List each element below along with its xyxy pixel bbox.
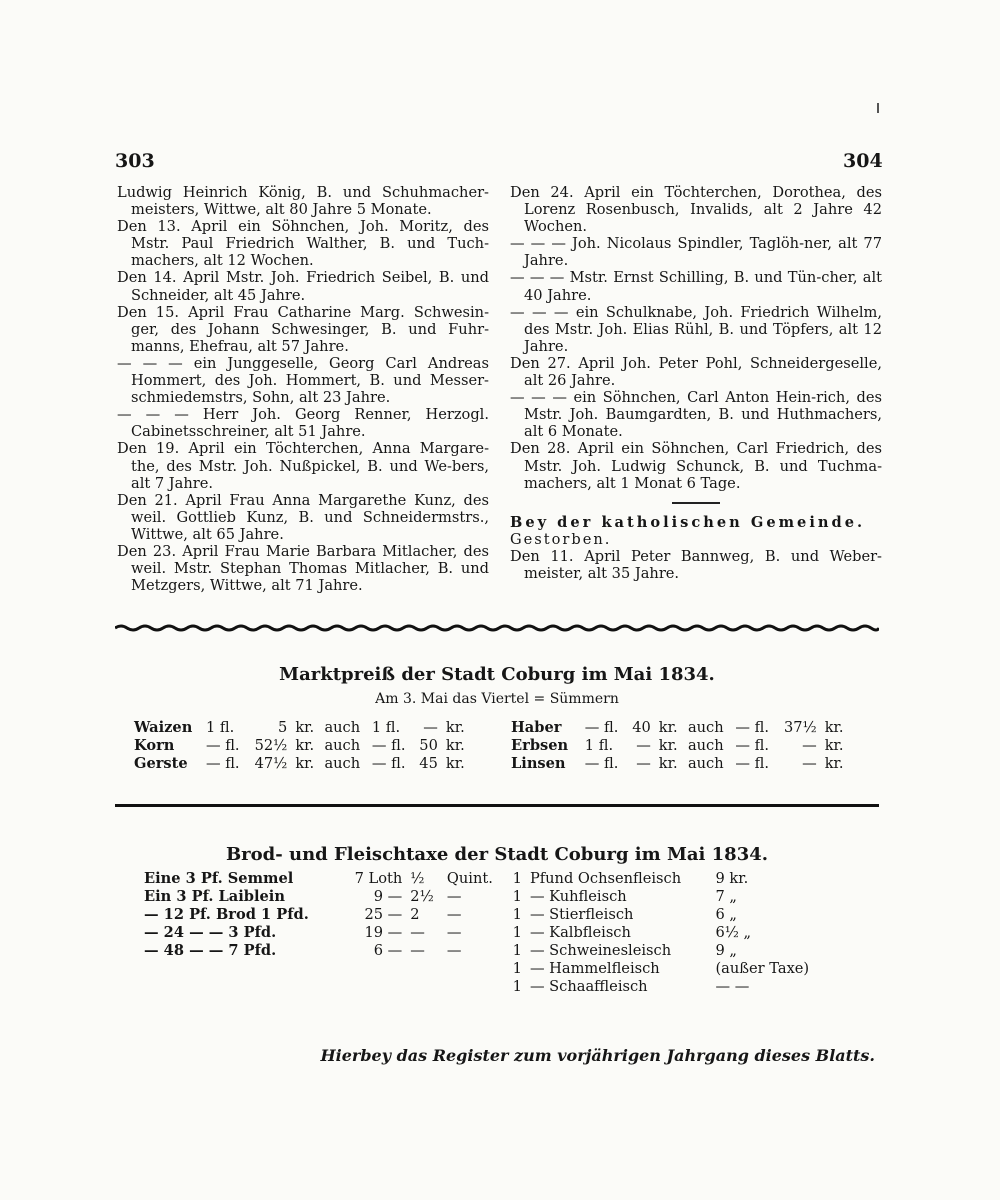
death-entry: Den 24. April ein Töchterchen, Dorothea, des Lorenz Rosenbusch, Invalids, alt 2 Jahre 42 Wochen. xyxy=(510,184,882,236)
taxe-cell-meat: — Schaaffleisch xyxy=(529,977,648,995)
market-cell-c2: kr. xyxy=(658,718,678,736)
market-cell-e: — fl. xyxy=(371,754,406,772)
market-cell-item: Korn xyxy=(134,736,175,754)
market-cell-d: auch xyxy=(324,736,361,754)
death-entry: Ludwig Heinrich König, B. und Schuhmacher-meisters, Wittwe, alt 80 Jahre 5 Monate. xyxy=(117,184,489,219)
market-cell-b2: 40 xyxy=(632,718,651,736)
market-cell-f: 50 xyxy=(419,736,438,754)
taxe-row xyxy=(140,941,830,959)
market-title: Marktpreiß der Stadt Coburg im Mai 1834. xyxy=(279,664,715,685)
taxe-cell-left: Eine 3 Pf. Semmel xyxy=(144,869,294,887)
taxe-cell-w1 xyxy=(341,977,406,995)
taxe-cell-n: 1 xyxy=(512,941,522,959)
death-entry: — — — ein Junggeselle, Georg Carl Andreas Hommert, des Joh. Hommert, B. und Messer-schmiedemstrs, Sohn, alt 23 Jahre. xyxy=(117,354,489,407)
market-cell-b2: — xyxy=(636,754,651,772)
taxe-cell-w2: ½ xyxy=(410,869,425,887)
right-entries xyxy=(510,184,882,492)
taxe-cell-n: 1 xyxy=(512,905,522,923)
market-cell-e: — fl. xyxy=(371,736,406,754)
market-cell-a2: — fl. xyxy=(584,718,619,736)
market-cell-b2: — xyxy=(636,736,651,754)
market-cell-d2: auch xyxy=(687,718,724,736)
market-cell-g: kr. xyxy=(445,754,465,772)
taxe-cell-w2: 2½ xyxy=(410,887,434,905)
death-entry: — — — Joh. Nicolaus Spindler, Taglöh-ner, alt 77 Jahre. xyxy=(510,235,882,270)
market-cell-f2: — xyxy=(802,736,817,754)
market-cell-g2: kr. xyxy=(824,718,844,736)
catholic-entries xyxy=(510,548,882,582)
taxe-cell-price: 6 „ xyxy=(715,905,737,923)
section-rule xyxy=(115,804,879,807)
death-entry: — — — ein Schulknabe, Joh. Friedrich Wilhelm, des Mstr. Joh. Elias Rühl, B. und Töpfers, alt 12 Jahre. xyxy=(510,303,882,355)
taxe-cell-left: Ein 3 Pf. Laiblein xyxy=(144,887,285,905)
wavy-rule xyxy=(115,624,879,632)
market-price-table xyxy=(130,718,850,772)
taxe-cell-meat: — Stierfleisch xyxy=(529,905,634,923)
market-cell-d2: auch xyxy=(687,736,724,754)
taxe-cell-n: 1 xyxy=(512,887,522,905)
taxe-title: Brod- und Fleischtaxe der Stadt Coburg im Mai 1834. xyxy=(225,844,769,865)
death-entry: Den 19. April ein Töchterchen, Anna Margare-the, des Mstr. Joh. Nußpickel, B. und We-bers, alt 7 Jahre. xyxy=(117,440,489,492)
market-cell-a: 1 fl. xyxy=(205,718,235,736)
death-entry: Den 27. April Joh. Peter Pohl, Schneidergeselle, alt 26 Jahre. xyxy=(510,354,882,390)
taxe-cell-left: — 24 — — 3 Pfd. xyxy=(144,923,277,941)
taxe-row xyxy=(140,905,830,923)
taxe-cell-w3: — xyxy=(446,941,462,959)
market-cell-f2: — xyxy=(802,754,817,772)
market-cell-item2: Erbsen xyxy=(511,736,569,754)
taxe-cell-left xyxy=(140,959,341,977)
taxe-cell-w1: 19 — xyxy=(364,923,403,941)
catholic-death-entry: Den 11. April Peter Bannweg, B. und Weber-meister, alt 35 Jahre. xyxy=(510,547,882,582)
scan-mark xyxy=(877,103,879,113)
market-cell-b: 52½ xyxy=(254,736,288,754)
left-column xyxy=(117,184,489,594)
market-cell-a: — fl. xyxy=(205,754,240,772)
market-cell-c: kr. xyxy=(295,754,315,772)
taxe-cell-w3 xyxy=(443,977,506,995)
taxe-cell-price: 6½ „ xyxy=(715,923,752,941)
market-cell-f: 45 xyxy=(419,754,438,772)
bread-meat-price-table xyxy=(140,869,830,995)
taxe-cell-w2: — xyxy=(410,923,425,941)
taxe-cell-w1: 7 Loth xyxy=(354,869,403,887)
footer-note: Hierbey das Register zum vorjährigen Jahrgang dieses Blatts. xyxy=(320,1046,875,1065)
market-row xyxy=(130,718,850,736)
market-cell-b: 5 xyxy=(278,718,288,736)
taxe-cell-meat: — Kuhfleisch xyxy=(529,887,627,905)
market-cell-c: kr. xyxy=(295,718,315,736)
market-cell-f: — xyxy=(423,718,438,736)
taxe-cell-price: 9 „ xyxy=(715,941,737,959)
taxe-cell-left: — 12 Pf. Brod 1 Pfd. xyxy=(144,905,309,923)
market-cell-e2: — fl. xyxy=(735,718,769,736)
taxe-row xyxy=(140,977,830,995)
page-number-right: 304 xyxy=(843,150,883,172)
taxe-cell-w3: — xyxy=(446,923,462,941)
taxe-cell-left: — 48 — — 7 Pfd. xyxy=(144,941,277,959)
market-cell-c: kr. xyxy=(295,736,315,754)
taxe-cell-w2 xyxy=(406,977,443,995)
taxe-cell-meat: — Kalbfleisch xyxy=(529,923,631,941)
market-cell-a2: 1 fl. xyxy=(584,736,614,754)
taxe-cell-w3: — xyxy=(446,905,462,923)
market-cell-d: auch xyxy=(324,754,361,772)
taxe-row xyxy=(140,959,830,977)
market-cell-e: 1 fl. xyxy=(371,718,401,736)
taxe-row xyxy=(140,923,830,941)
death-entry: Den 23. April Frau Marie Barbara Mitlacher, des weil. Mstr. Stephan Thomas Mitlacher, B. und Metzgers, Wittwe, alt 71 Jahre. xyxy=(117,542,489,595)
taxe-cell-price: 7 „ xyxy=(715,887,737,905)
taxe-cell-n: 1 xyxy=(512,959,522,977)
taxe-cell-w2: 2 xyxy=(410,905,420,923)
taxe-cell-w3 xyxy=(443,959,506,977)
taxe-cell-w2: — xyxy=(410,941,425,959)
market-cell-e2: — fl. xyxy=(735,736,769,754)
taxe-cell-w1 xyxy=(341,959,406,977)
death-entry: Den 15. April Frau Catharine Marg. Schwesin-ger, des Johann Schwesinger, B. und Fuhr-manns, Ehefrau, alt 57 Jahre. xyxy=(117,303,489,355)
market-cell-d: auch xyxy=(324,718,361,736)
taxe-row xyxy=(140,869,830,887)
taxe-cell-price: (außer Taxe) xyxy=(715,959,810,977)
short-separator xyxy=(672,492,720,504)
market-cell-item2: Linsen xyxy=(511,754,566,772)
market-cell-f2: 37½ xyxy=(783,718,817,736)
death-entry: — — — Herr Joh. Georg Renner, Herzogl. Cabinetsschreiner, alt 51 Jahre. xyxy=(117,406,489,441)
taxe-cell-w3: — xyxy=(446,887,462,905)
taxe-cell-n: 1 xyxy=(512,923,522,941)
market-cell-a: — fl. xyxy=(205,736,240,754)
market-cell-item: Waizen xyxy=(134,718,193,736)
market-cell-g2: kr. xyxy=(824,736,844,754)
taxe-cell-left xyxy=(140,977,341,995)
taxe-cell-w3: Quint. xyxy=(446,869,493,887)
taxe-cell-n: 1 xyxy=(512,869,522,887)
catholic-subheading: Gestorben. xyxy=(510,530,612,548)
market-cell-d2: auch xyxy=(687,754,724,772)
taxe-cell-meat: — Schweinesleisch xyxy=(529,941,672,959)
taxe-cell-w1: 25 — xyxy=(364,905,403,923)
death-entry: Den 14. April Mstr. Joh. Friedrich Seibel, B. und Schneider, alt 45 Jahre. xyxy=(117,269,489,304)
death-entry: Den 13. April ein Söhnchen, Joh. Moritz, des Mstr. Paul Friedrich Walther, B. und Tuch-machers, alt 12 Wochen. xyxy=(117,218,489,270)
taxe-cell-w1: 6 — xyxy=(373,941,403,959)
market-cell-c2: kr. xyxy=(658,736,678,754)
market-cell-a2: — fl. xyxy=(584,754,619,772)
market-subtitle: Am 3. Mai das Viertel = Sümmern xyxy=(375,691,619,707)
catholic-heading: Bey der katholischen Gemeinde. xyxy=(510,513,866,531)
market-cell-c2: kr. xyxy=(658,754,678,772)
taxe-cell-meat: — Hammelfleisch xyxy=(529,959,660,977)
market-cell-g: kr. xyxy=(445,736,465,754)
death-entry: — — — Mstr. Ernst Schilling, B. und Tün-cher, alt 40 Jahre. xyxy=(510,269,882,304)
death-entry: Den 28. April ein Söhnchen, Carl Friedrich, des Mstr. Joh. Ludwig Schunck, B. und Tuchma-machers, alt 1 Monat 6 Tage. xyxy=(510,440,882,492)
taxe-cell-w2 xyxy=(406,959,443,977)
market-row xyxy=(130,736,850,754)
death-entry: — — — ein Söhnchen, Carl Anton Hein-rich, des Mstr. Joh. Baumgardten, B. und Huthmachers, alt 6 Monate. xyxy=(510,389,882,441)
market-row xyxy=(130,754,850,772)
market-cell-g2: kr. xyxy=(824,754,844,772)
market-cell-b: 47½ xyxy=(254,754,288,772)
market-cell-g: kr. xyxy=(445,718,465,736)
taxe-cell-price: — — xyxy=(715,977,750,995)
taxe-row xyxy=(140,887,830,905)
death-entry: Den 21. April Frau Anna Margarethe Kunz, des weil. Gottlieb Kunz, B. und Schneidermstrs., Wittwe, alt 65 Jahre. xyxy=(117,491,489,543)
taxe-cell-price: 9 kr. xyxy=(715,869,749,887)
page-number-left: 303 xyxy=(115,150,155,172)
market-cell-e2: — fl. xyxy=(735,754,769,772)
market-cell-item: Gerste xyxy=(134,754,188,772)
right-column xyxy=(510,184,882,582)
market-cell-item2: Haber xyxy=(511,718,562,736)
taxe-cell-w1: 9 — xyxy=(373,887,403,905)
taxe-cell-meat: Pfund Ochsenfleisch xyxy=(529,869,682,887)
taxe-cell-n: 1 xyxy=(512,977,522,995)
